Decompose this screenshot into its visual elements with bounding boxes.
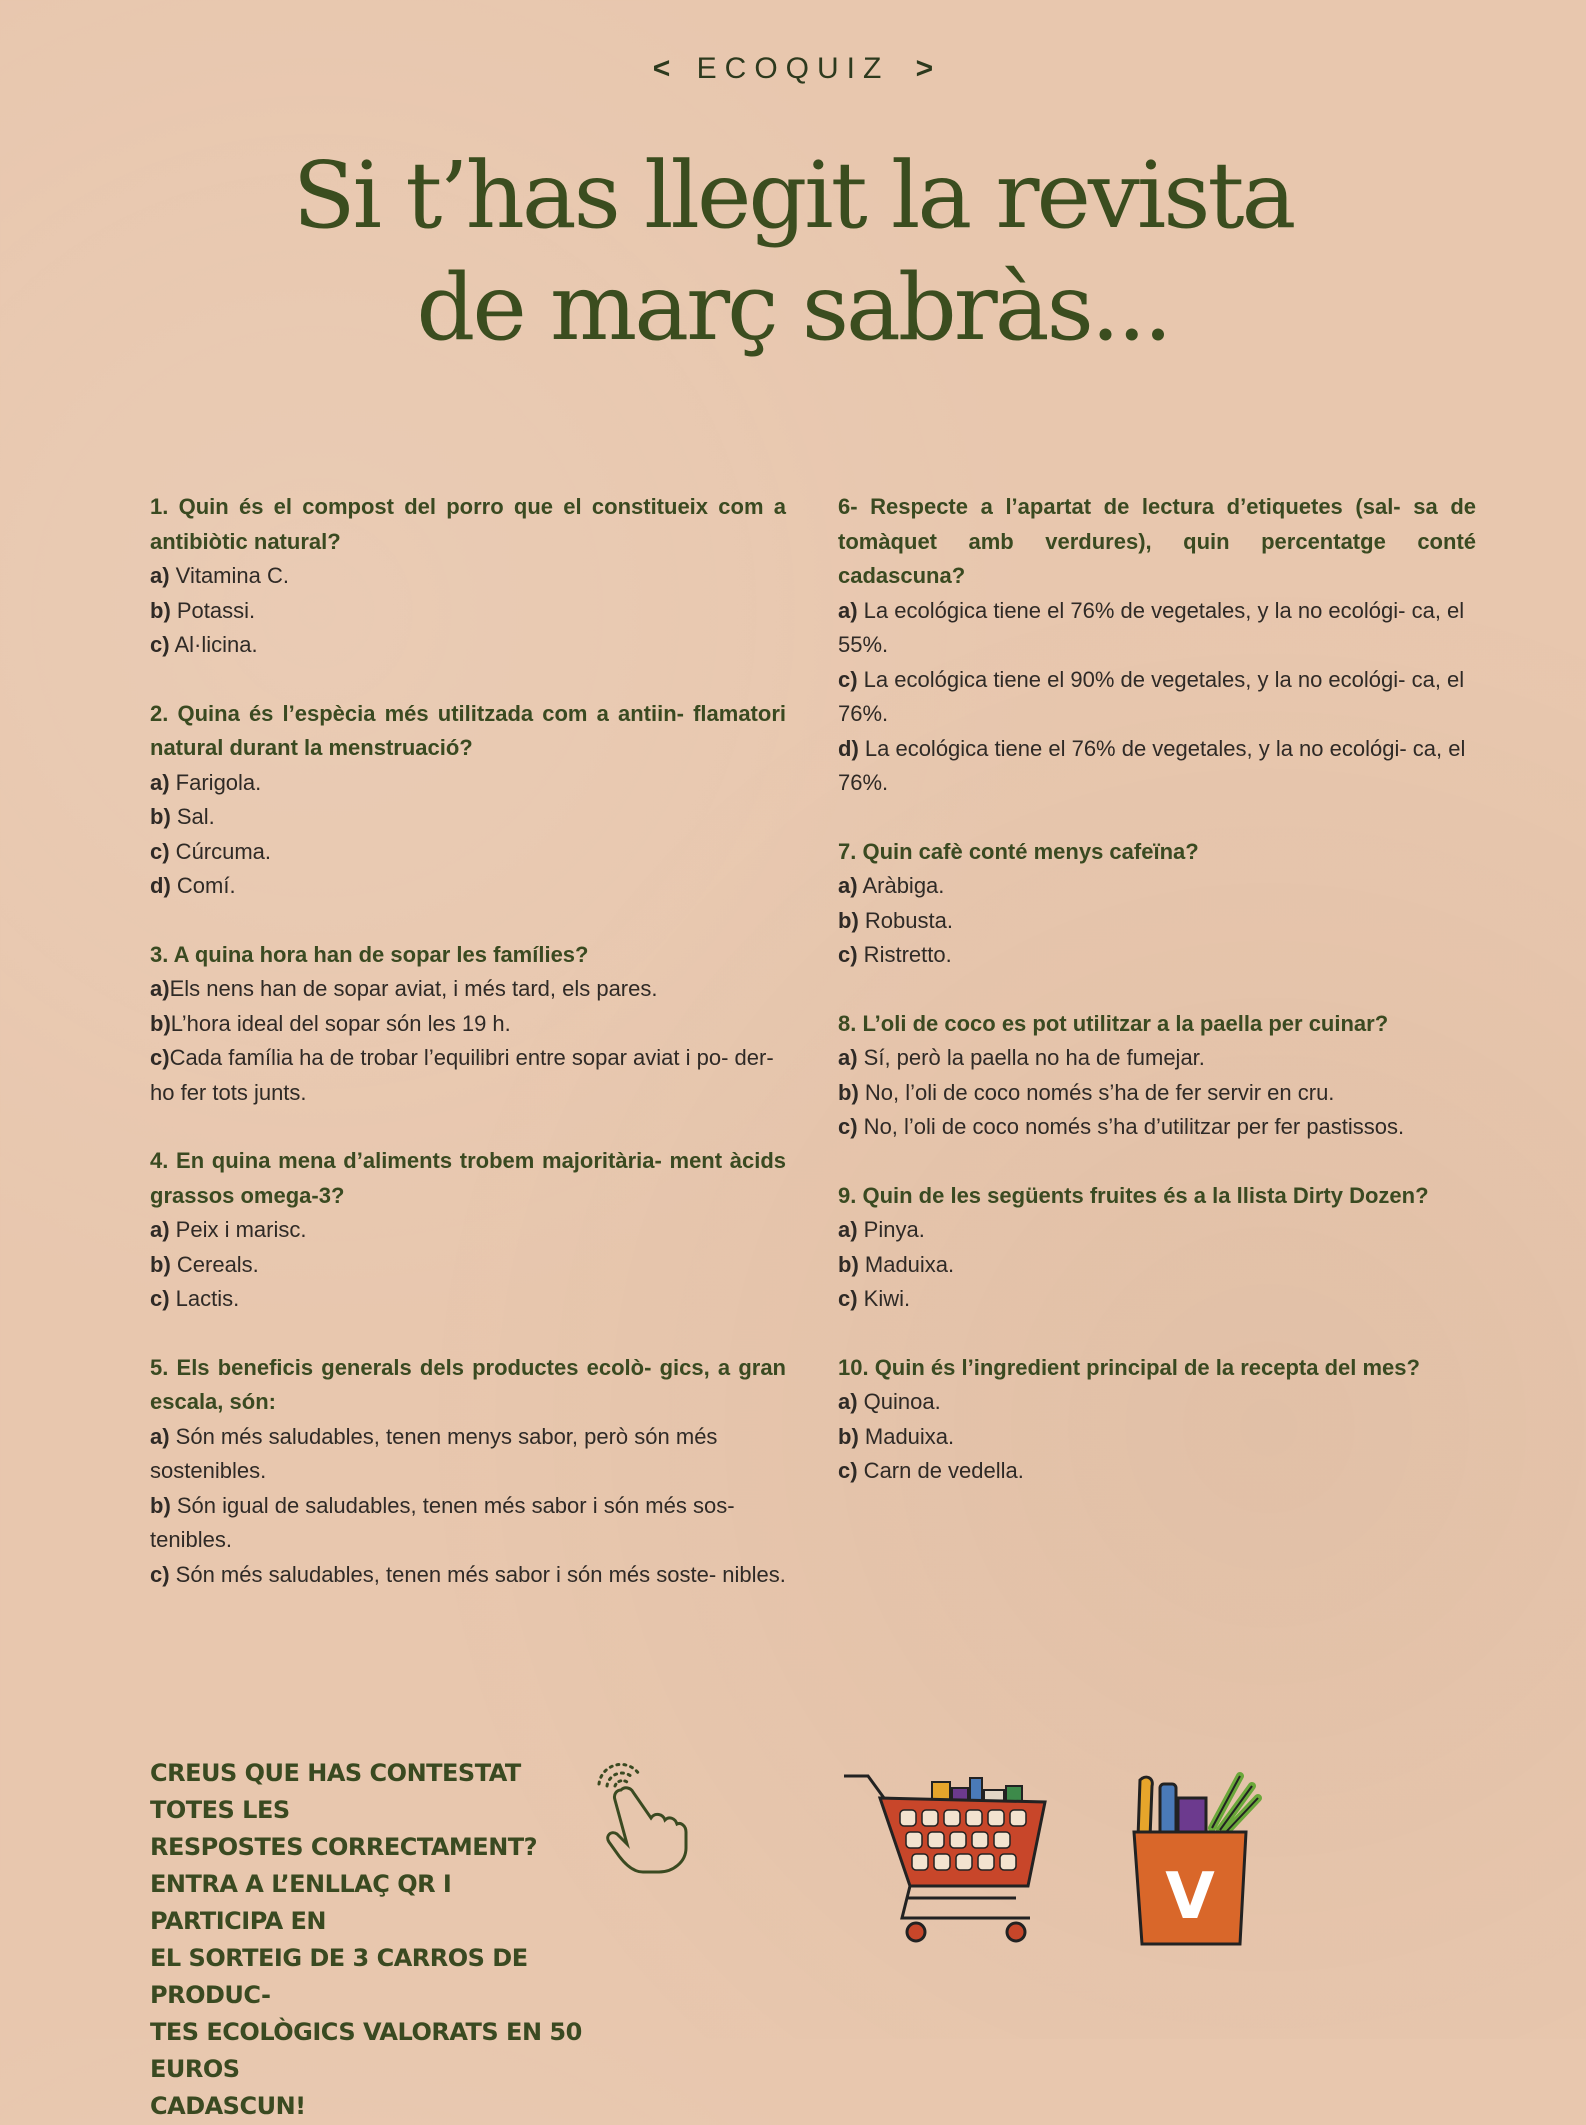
page-title (0, 140, 1586, 364)
answer-text: Maduixa. (858, 1423, 955, 1449)
answer-option (150, 1558, 786, 1593)
page-title-line-2: de març sabràs... (416, 254, 1170, 361)
question-text: 6- Respecte a l’apartat de lectura d’etiquetes (sal- sa de tomàquet amb verdures), quin percentatge conté cadascuna? (838, 494, 1476, 588)
question-text: 3. A quina hora han de sopar les famílies? (150, 941, 589, 967)
answer-option (838, 1282, 1476, 1317)
answer-letter: a) (150, 1423, 170, 1449)
answer-option (150, 1420, 786, 1489)
question-block (838, 490, 1476, 801)
answer-text: Al·licina. (169, 632, 258, 657)
answer-text: Farigola. (169, 769, 262, 795)
answer-letter: d) (838, 735, 859, 761)
answer-option (150, 869, 786, 904)
answer-letter: c) (150, 1561, 170, 1587)
answer-option (150, 766, 786, 801)
cta-line: ENTRA A L’ENLLAÇ QR I PARTICIPA EN (150, 1870, 452, 1935)
answer-letter: a) (838, 1045, 858, 1070)
question-block (838, 1179, 1476, 1317)
answer-letter: c) (838, 666, 858, 692)
answer-text: Kiwi. (857, 1286, 911, 1311)
answer-text: Potassi. (170, 597, 256, 623)
answer-text: L’hora ideal del sopar són les 19 h. (170, 1010, 511, 1036)
answer-letter: b) (838, 1079, 859, 1105)
answer-text: Són més saludables, tenen més sabor i són més soste- nibles. (169, 1561, 786, 1587)
answer-option (150, 800, 786, 835)
cta-line: TES ECOLÒGICS VALORATS EN 50 EUROS (150, 2018, 582, 2083)
questions-left-column (150, 490, 786, 1626)
answer-option (838, 1248, 1476, 1283)
answer-option (150, 972, 786, 1007)
tap-hand-icon (585, 1756, 695, 1881)
answer-letter: a) (838, 1217, 858, 1242)
answer-letter: c) (838, 1286, 858, 1311)
question-block (838, 1351, 1476, 1489)
question-text: 9. Quin de les següents fruites és a la llista Dirty Dozen? (838, 1182, 1429, 1208)
answer-text: Aràbiga. (857, 873, 945, 898)
cta-line: CADASCUN! (150, 2092, 306, 2120)
answer-option (838, 1110, 1476, 1145)
answer-letter: c) (838, 942, 858, 967)
answer-text: La ecológica tiene el 76% de vegetales, y la no ecológi- ca, el 55%. (838, 597, 1465, 657)
answer-text: Són més saludables, tenen menys sabor, però són més sostenibles. (150, 1423, 718, 1483)
questions-right-column (838, 490, 1476, 1523)
grocery-bag-icon (1120, 1768, 1270, 1953)
answer-text: Cereals. (170, 1251, 259, 1277)
answer-option (150, 559, 786, 594)
question-text: 10. Quin és l’ingredient principal de la recepta del mes? (838, 1354, 1420, 1380)
answer-letter: b) (838, 907, 859, 933)
answer-option (838, 1454, 1476, 1489)
answer-option (838, 1213, 1476, 1248)
answer-option (838, 938, 1476, 973)
question-text: 1. Quin és el compost del porro que el constitueix com a antibiòtic natural? (150, 494, 786, 554)
answer-letter: b) (150, 804, 171, 829)
answer-letter: b) (838, 1423, 859, 1449)
answer-option (838, 869, 1476, 904)
answer-option (838, 1076, 1476, 1111)
bag-letter: V (1165, 1860, 1215, 1934)
answer-letter: a) (150, 769, 170, 795)
question-text: 5. Els beneficis generals dels productes ecolò- gics, a gran escala, són: (150, 1354, 786, 1414)
answer-text: Cada família ha de trobar l’equilibri entre sopar aviat i po- der-ho fer tots junts. (150, 1045, 774, 1105)
answer-text: No, l’oli de coco només s’ha d’utilitzar per fer pastissos. (857, 1114, 1405, 1139)
answer-text: No, l’oli de coco només s’ha de fer servir en cru. (858, 1079, 1335, 1105)
answer-text: Maduixa. (858, 1251, 955, 1277)
answer-text: Ristretto. (857, 942, 952, 967)
answer-text: Quinoa. (857, 1389, 941, 1414)
answer-option (838, 1420, 1476, 1455)
answer-text: Sí, però la paella no ha de fumejar. (857, 1045, 1205, 1070)
answer-option (838, 904, 1476, 939)
answer-option (150, 1007, 786, 1042)
cta-line: RESPOSTES CORRECTAMENT? (150, 1833, 538, 1861)
answer-letter: c) (150, 1045, 170, 1070)
answer-text: Cúrcuma. (169, 838, 272, 864)
answer-letter: b) (838, 1251, 859, 1277)
cta-line: EL SORTEIG DE 3 CARROS DE PRODUC- (150, 1944, 528, 2009)
answer-letter: a) (150, 563, 170, 588)
answer-letter: c) (150, 632, 170, 657)
answer-option (150, 628, 786, 663)
answer-text: Els nens han de sopar aviat, i més tard, els pares. (169, 976, 658, 1001)
answer-letter: a) (150, 1217, 170, 1242)
question-block (150, 1351, 786, 1593)
answer-option (150, 1041, 786, 1110)
answer-letter: a) (838, 597, 858, 623)
answer-text: La ecológica tiene el 76% de vegetales, y la no ecológi- ca, el 76%. (838, 735, 1466, 795)
answer-option (838, 594, 1476, 663)
question-block (150, 490, 786, 663)
answer-letter: b) (150, 1492, 171, 1518)
shopping-cart-icon (840, 1768, 1060, 1963)
answer-letter: c) (838, 1114, 858, 1139)
answer-text: Comí. (170, 873, 236, 898)
answer-option (150, 1248, 786, 1283)
answer-letter: b) (150, 1010, 171, 1036)
kicker-right-arrow: > (915, 52, 934, 85)
page-title-line-1: Si t’has llegit la revista (292, 142, 1294, 249)
question-block (838, 835, 1476, 973)
question-text: 7. Quin cafè conté menys cafeïna? (838, 838, 1199, 864)
answer-letter: a) (838, 1389, 858, 1414)
answer-option (838, 663, 1476, 732)
answer-letter: c) (150, 838, 170, 864)
question-text: 2. Quina és l’espècia més utilitzada com a antiin- flamatori natural durant la menstruació? (150, 700, 786, 760)
answer-text: Pinya. (857, 1217, 925, 1242)
answer-text: Robusta. (858, 907, 953, 933)
kicker-label: ECOQUIZ (696, 52, 890, 85)
answer-text: Carn de vedella. (857, 1458, 1024, 1483)
question-text: 4. En quina mena d’aliments trobem majoritària- ment àcids grassos omega-3? (150, 1148, 786, 1208)
kicker-left-arrow: < (652, 52, 671, 85)
answer-text: Sal. (170, 804, 215, 829)
answer-letter: c) (838, 1458, 858, 1483)
answer-option (838, 732, 1476, 801)
contest-call-to-action (150, 1755, 590, 2125)
answer-text: Són igual de saludables, tenen més sabor i són més sos- tenibles. (150, 1492, 735, 1552)
answer-letter: c) (150, 1286, 170, 1311)
answer-letter: a) (838, 873, 858, 898)
answer-option (150, 1489, 786, 1558)
answer-letter: b) (150, 1251, 171, 1277)
answer-option (150, 1213, 786, 1248)
answer-text: La ecológica tiene el 90% de vegetales, y la no ecológi- ca, el 76%. (838, 666, 1465, 726)
question-block (150, 697, 786, 904)
question-block (150, 1144, 786, 1317)
answer-option (150, 835, 786, 870)
question-block (150, 938, 786, 1111)
cta-line: CREUS QUE HAS CONTESTAT TOTES LES (150, 1759, 521, 1824)
answer-letter: a) (150, 976, 170, 1001)
answer-option (150, 594, 786, 629)
answer-text: Lactis. (169, 1286, 240, 1311)
answer-option (838, 1041, 1476, 1076)
question-block (838, 1007, 1476, 1145)
answer-text: Peix i marisc. (169, 1217, 307, 1242)
answer-text: Vitamina C. (169, 563, 289, 588)
section-kicker (0, 52, 1586, 86)
answer-option (838, 1385, 1476, 1420)
answer-letter: b) (150, 597, 171, 623)
question-text: 8. L’oli de coco es pot utilitzar a la paella per cuinar? (838, 1010, 1389, 1036)
answer-letter: d) (150, 873, 171, 898)
answer-option (150, 1282, 786, 1317)
